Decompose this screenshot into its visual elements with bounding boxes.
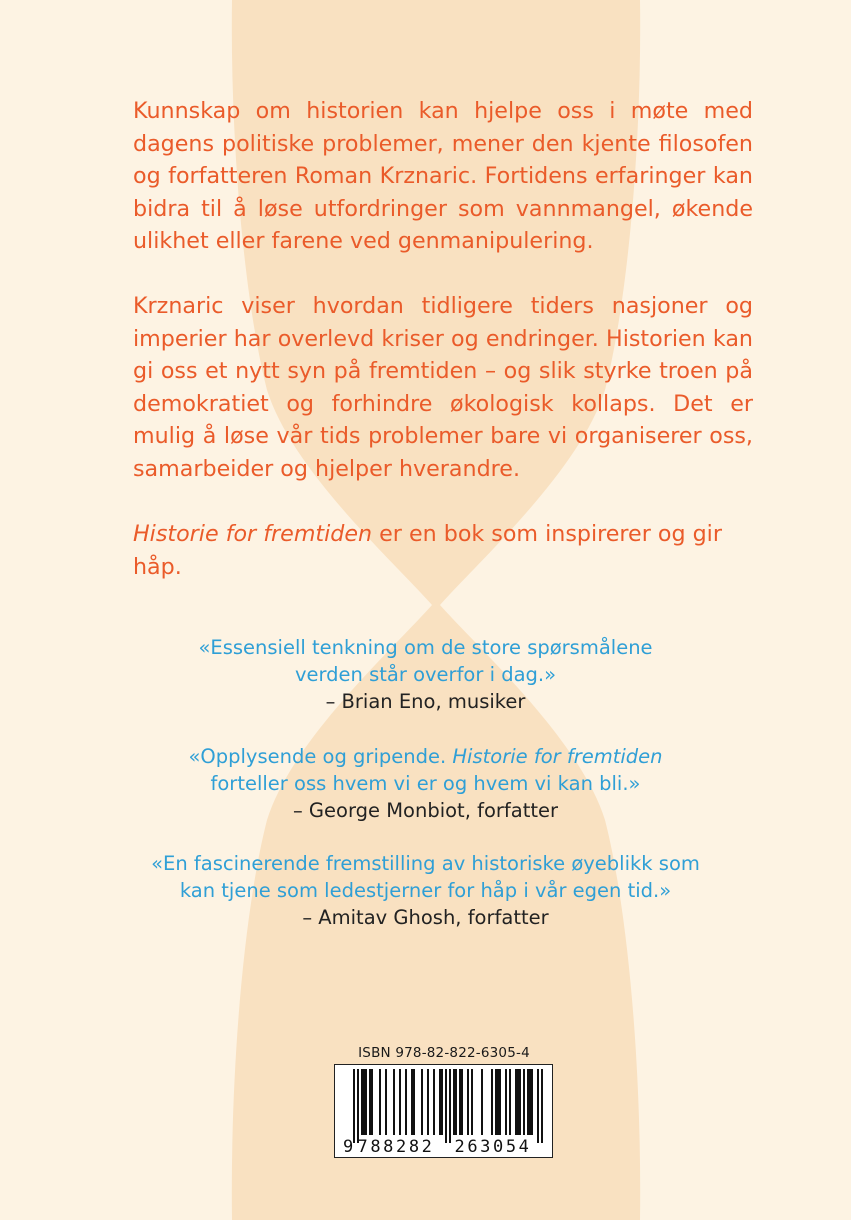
barcode-bar [481,1069,483,1135]
quote-amitav-ghosh [40,850,811,931]
barcode-bar [445,1069,447,1143]
barcode-bar [353,1069,355,1143]
blurb-paragraph-1: Kunnskap om historien kan hjelpe oss i møte med dagens politiske problemer, mener den kjente filosofen og forfatteren Roman Krznaric. Fortidens erfaringer kan bidra til å løse utfordringer som vannmangel, økende ulikhet eller farene ved genmanipulering. [133,98,753,254]
barcode-bar [497,1069,499,1135]
barcode-bar [459,1069,461,1135]
barcode-bar [531,1069,533,1135]
barcode-bar [421,1069,423,1135]
barcode-bar [461,1069,463,1135]
barcode-bar [357,1069,359,1143]
barcode-bar [413,1069,415,1135]
barcode-bar [519,1069,521,1135]
barcode-digit-lead: 9 [343,1137,354,1157]
barcode-bar [385,1069,387,1135]
barcode-bar [365,1069,367,1135]
barcode-bar [455,1069,457,1135]
barcode-bar [449,1069,451,1143]
barcode-bar [527,1069,529,1135]
barcode-bar [361,1069,363,1135]
quote-line: verden står overfor i dag.» [294,663,557,686]
quote-line: kan tjene som ledestjerner for håp i vår egen tid.» [179,879,672,902]
barcode-bar [453,1069,455,1135]
barcode-bar [363,1069,365,1135]
book-title-italic: Historie for fremtiden [133,521,373,547]
quote-line: «Essensiell tenkning om de store spørsmålene [198,636,653,659]
barcode-graphic [335,1065,552,1157]
barcode-bar [433,1069,435,1135]
barcode-bar [529,1069,531,1135]
quote-attribution: – George Monbiot, forfatter [292,799,559,822]
quote-line: forteller oss hvem vi er og hvem vi kan bli.» [210,772,641,795]
barcode-bar [523,1069,525,1135]
isbn-label: ISBN 978-82-822-6305-4 [358,1045,530,1061]
quote-book-title: Historie for fremtiden [452,745,663,768]
quote-brian-eno [40,634,811,715]
barcode-bar [471,1069,473,1135]
barcode-bar [491,1069,493,1135]
barcode-bar [509,1069,511,1135]
blurb-paragraph-3 [133,518,753,583]
barcode [334,1064,553,1158]
barcode-bars [353,1069,543,1143]
barcode-bar [515,1069,517,1135]
barcode-bar [505,1069,507,1135]
barcode-bar [371,1069,373,1135]
quote-attribution: – Amitav Ghosh, forfatter [302,906,549,929]
barcode-bar [495,1069,497,1135]
barcode-bar [517,1069,519,1135]
barcode-bar [537,1069,539,1143]
barcode-bar [369,1069,371,1135]
barcode-bar [405,1069,407,1135]
barcode-bar [439,1069,441,1135]
barcode-bar [441,1069,443,1135]
barcode-bar [427,1069,429,1135]
barcode-bar [499,1069,501,1135]
barcode-bar [411,1069,413,1135]
barcode-bar [541,1069,543,1143]
quote-attribution: – Brian Eno, musiker [325,690,526,713]
quote-line: «En fascinerende fremstilling av historiske øyeblikk som [151,852,700,875]
barcode-bar [393,1069,395,1135]
barcode-bar [399,1069,401,1135]
barcode-digits-right: 263054 [454,1137,532,1157]
barcode-bar [467,1069,469,1135]
barcode-digits-left: 788282 [357,1137,435,1157]
quote-george-monbiot [40,743,811,824]
blurb-paragraph-2: Krznaric viser hvordan tidligere tiders nasjoner og imperier har overlevd kriser og endringer. Historien kan gi oss et nytt syn på fremtiden – og slik styrke troen på demokratiet og forhindre økologisk kollaps. Det er mulig å løse vår tids problemer bare vi organiserer oss, samarbeider og hjelper hverandre. [133,293,753,482]
blurb-paragraph-3-rest: er en bok som inspirerer og gir håp. [133,521,722,580]
barcode-bar [379,1069,381,1135]
quote-line-prefix: «Opplysende og gripende. [188,745,453,768]
